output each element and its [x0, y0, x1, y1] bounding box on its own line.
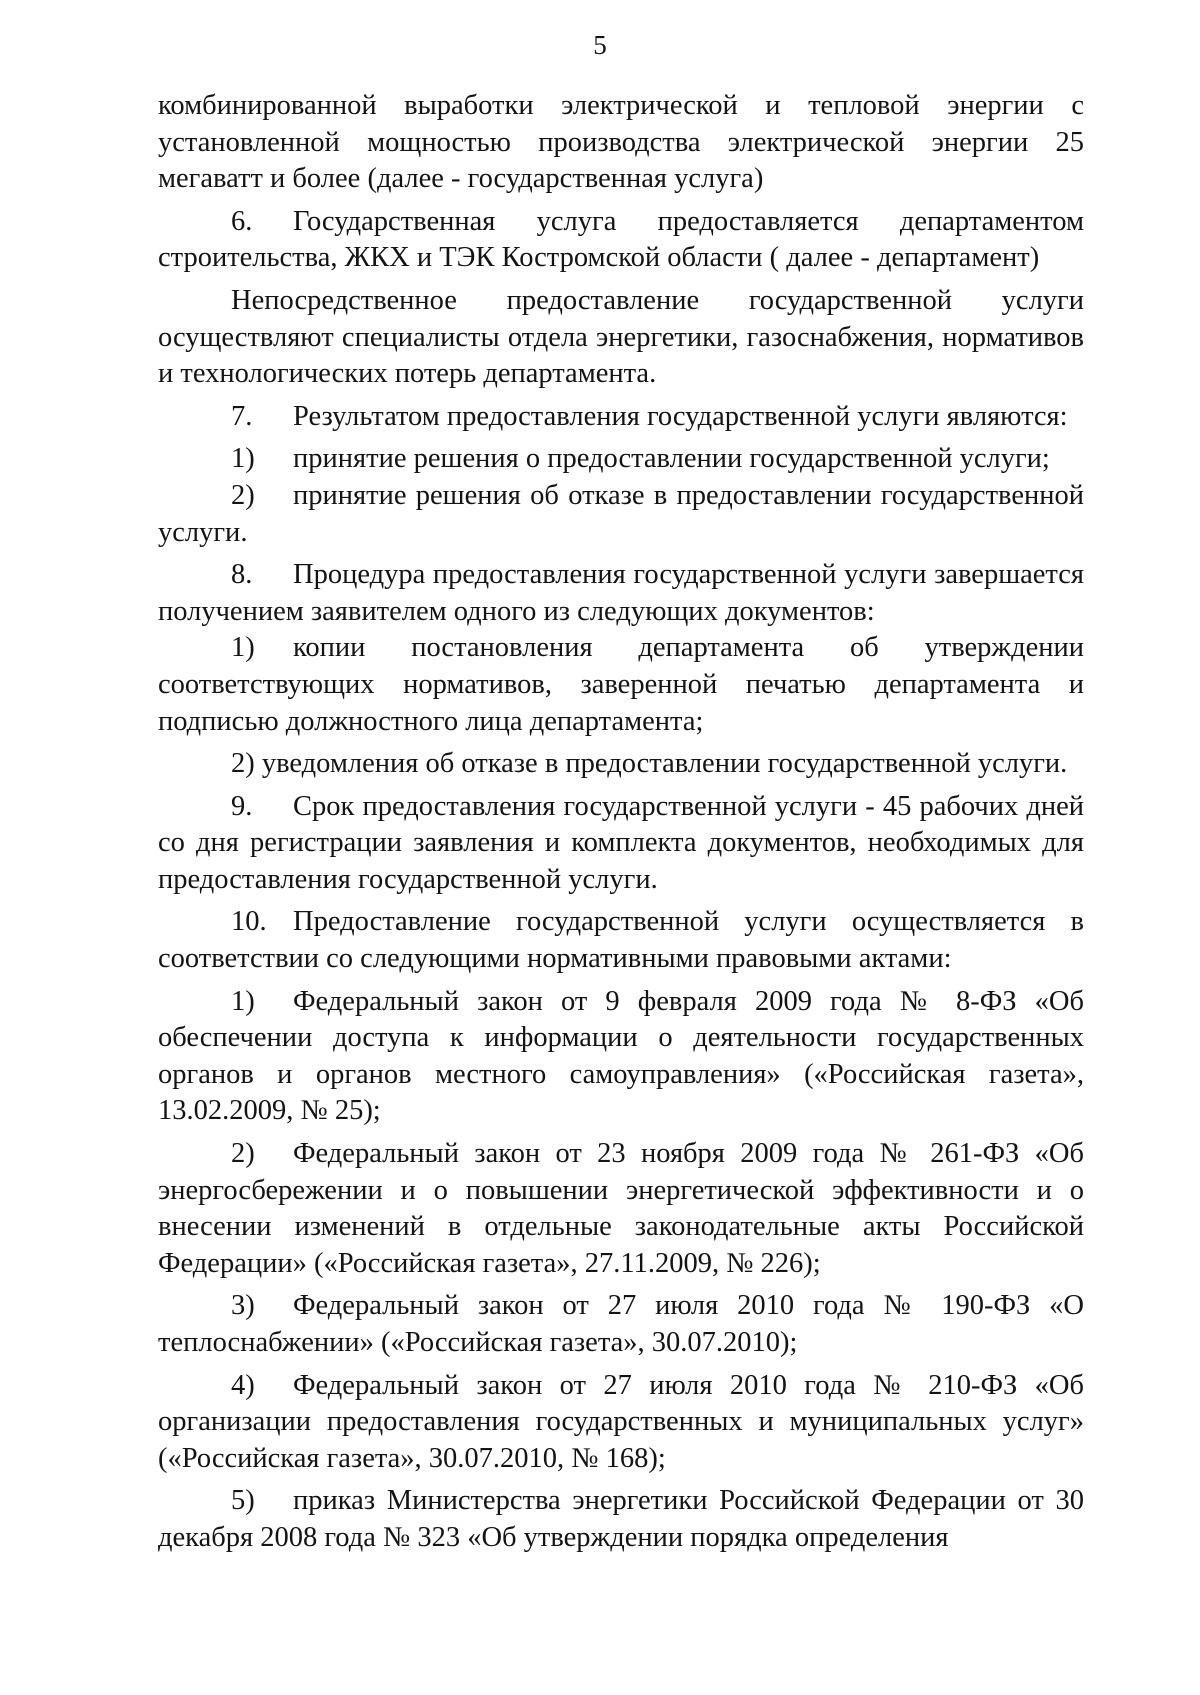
paragraph-item-8 [158, 557, 1084, 630]
paragraph-text: приказ Министерства энергетики Российской Федерации от 30 декабря 2008 года № 323 «Об утверждении порядка определения [158, 1485, 1084, 1553]
paragraph-item-7 [158, 399, 1084, 436]
paragraph-text: Федеральный закон от 27 июля 2010 года № 210-ФЗ «Об организации предоставления государственных и муниципальных услуг» («Российская газета», 30.07.2010, № 168); [158, 1369, 1084, 1474]
paragraph-text: Государственная услуга предоставляется департаментом строительства, ЖКХ и ТЭК Костромской области ( далее - департамент) [158, 205, 1084, 274]
paragraph-item-6-continuation [158, 283, 1084, 393]
item-number: 2) [231, 479, 255, 511]
item-number: 6. [231, 205, 253, 237]
document-body [158, 88, 1084, 1557]
paragraph-item-6 [158, 204, 1084, 277]
item-number: 9. [231, 790, 253, 822]
paragraph-item-8-1 [158, 630, 1084, 740]
paragraph-continuation [158, 88, 1084, 198]
paragraph-item-7-2 [158, 478, 1084, 551]
paragraph-item-10-4 [158, 1368, 1084, 1478]
paragraph-text: принятие решения о предоставлении государственной услуги; [293, 443, 1050, 475]
paragraph-text: копии постановления департамента об утверждении соответствующих нормативов, заверенной печатью департамента и подписью должностного лица департамента; [158, 632, 1084, 737]
item-number: 3) [231, 1290, 255, 1322]
paragraph-item-8-2 [158, 746, 1084, 783]
paragraph-text: Процедура предоставления государственной услуги завершается получением заявителем одного из следующих документов: [158, 559, 1084, 627]
paragraph-text: Федеральный закон от 27 июля 2010 года № 190-ФЗ «О теплоснабжении» («Российская газета», 30.07.2010); [158, 1290, 1084, 1358]
paragraph-text: Федеральный закон от 23 ноября 2009 года № 261-ФЗ «Об энергосбережении и о повышении энергетической эффективности и о внесении изменений в отдельные законодательные акты Российской Федерации» («Российская газета», 27.11.2009, № 226); [158, 1138, 1084, 1279]
paragraph-item-7-1 [158, 441, 1084, 478]
page-number: 5 [593, 30, 607, 60]
item-number: 7. [231, 400, 253, 432]
item-number: 8. [231, 559, 253, 591]
paragraph-item-10-1 [158, 984, 1084, 1130]
item-number: 1) [231, 443, 255, 475]
paragraph-text: Результатом предоставления государственной услуги являются: [293, 400, 1068, 432]
item-number: 4) [231, 1369, 255, 1401]
item-number: 1) [231, 632, 255, 664]
paragraph-text: Срок предоставления государственной услуги - 45 рабочих дней со дня регистрации заявления и комплекта документов, необходимых для предоставления государственной услуги. [158, 790, 1084, 895]
paragraph-text: Федеральный закон от 9 февраля 2009 года № 8-ФЗ «Об обеспечении доступа к информации о деятельности государственных органов и органов местного самоуправления» («Российская газета», 13.02.2009, № 25); [158, 985, 1084, 1127]
paragraph-text: Непосредственное предоставление государственной услуги осуществляют специалисты отдела энергетики, газоснабжения, нормативов и технологических потерь департамента. [158, 284, 1084, 390]
paragraph-item-10 [158, 904, 1084, 977]
item-number: 5) [231, 1485, 255, 1517]
item-number: 2) [231, 1138, 255, 1170]
paragraph-item-9 [158, 789, 1084, 899]
paragraph-item-10-3 [158, 1288, 1084, 1361]
paragraph-item-10-2 [158, 1136, 1084, 1282]
paragraph-text: Предоставление государственной услуги осуществляется в соответствии со следующими нормативными правовыми актами: [158, 906, 1084, 975]
paragraph-text: комбинированной выработки электрической и тепловой энергии с установленной мощностью производства электрической энергии 25 мегаватт и более (далее - государственная услуга) [158, 90, 1084, 195]
item-number: 10. [231, 906, 267, 938]
paragraph-text: 2) уведомления об отказе в предоставлении государственной услуги. [231, 748, 1068, 780]
paragraph-item-10-5 [158, 1483, 1084, 1556]
paragraph-text: принятие решения об отказе в предоставлении государственной услуги. [158, 479, 1084, 548]
item-number: 1) [231, 985, 255, 1017]
